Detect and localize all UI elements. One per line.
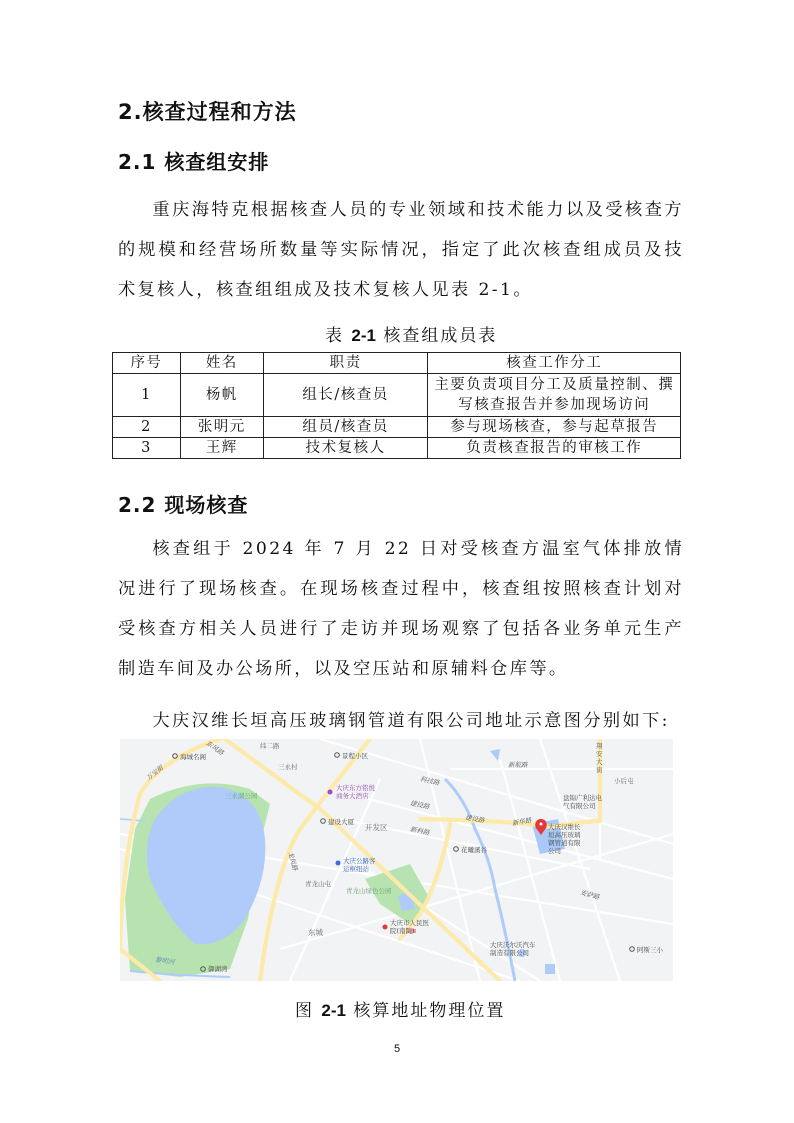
map-label-road: 安萨路 — [579, 888, 601, 902]
cell-index: 1 — [113, 374, 181, 417]
cell-name: 王辉 — [180, 438, 263, 459]
figure-caption — [295, 996, 505, 1021]
header-index: 序号 — [113, 353, 181, 374]
table-row — [113, 438, 681, 459]
map-label-road: 科技路 — [419, 775, 441, 787]
location-map — [120, 739, 673, 981]
map-label-hospital: 大庆市人民医院(南院) — [390, 919, 429, 935]
table-row — [113, 374, 681, 417]
map-label-park: 青龙山绿色公园 — [346, 887, 392, 895]
paragraph-text: 重庆海特克根据核查人员的专业领域和技术能力以及受核查方的规模和经营场所数量等实际情况，指定了此次核查组成员及技术复核人，核查组组成及技术复核人见表 2-1。 — [118, 200, 684, 300]
map-label-road: 龙凤路 — [286, 850, 300, 872]
map-label-river: 黎明河 — [154, 955, 175, 967]
figure-caption-text: 核算地址物理位置 — [353, 1001, 506, 1021]
figure-caption-number: 2-1 — [321, 1001, 346, 1020]
map-label-poi: 御湖湾 — [208, 965, 228, 973]
map-label-road: 东风路 — [204, 739, 226, 757]
header-role: 职责 — [263, 353, 428, 374]
map-label-area: 三永村 — [278, 763, 298, 771]
page-number: 5 — [393, 1043, 401, 1055]
map-label-company: 大庆沃尔沃汽车制造有限公司 — [490, 941, 536, 957]
map-label-poi: 阿斯三小 — [637, 946, 663, 954]
map-label-road: 翔安大街 — [596, 742, 603, 774]
section-title: 2.核查过程和方法 — [118, 100, 297, 124]
map-label-road: 万宝街 — [144, 763, 165, 783]
cell-index: 2 — [113, 417, 181, 438]
map-label-hotel: 大庆东方铭悦商务大酒店 — [336, 784, 375, 800]
table-caption-prefix: 表 — [325, 326, 344, 346]
figure-caption-prefix: 图 — [295, 1001, 314, 1021]
cell-name: 张明元 — [180, 417, 263, 438]
map-label-company: 盘锦广利达电气有限公司 — [563, 794, 602, 810]
table-caption-text: 核查组成员表 — [383, 326, 498, 346]
cell-duty: 负责核查报告的审核工作 — [428, 438, 681, 459]
map-intro-text: 大庆汉维长垣高压玻璃钢管道有限公司地址示意图分别如下: — [152, 711, 670, 731]
map-label-poi: 花曦溪谷 — [461, 846, 487, 854]
cell-duty: 主要负责项目分工及质量控制、撰写核查报告并参加现场访问 — [428, 374, 681, 417]
map-label-bus-station: 大庆公路客运枢纽站 — [343, 857, 376, 873]
map-label-road: 纬二路 — [260, 742, 280, 750]
table-caption-number: 2-1 — [351, 326, 376, 345]
map-label-park: 三永湖公园 — [225, 792, 258, 800]
header-duty: 核查工作分工 — [428, 353, 681, 374]
map-label-road: 新航路 — [508, 761, 528, 769]
map-label-area: 东城 — [308, 928, 323, 937]
team-arrangement-paragraph — [118, 190, 684, 310]
table-row — [113, 417, 681, 438]
map-label-road: 建设路 — [464, 813, 486, 825]
map-label-target-company: 大庆汉维长垣高压玻璃钢管道有限公司 — [548, 823, 581, 855]
map-label-road: 新华路 — [511, 816, 533, 828]
table-caption — [325, 321, 497, 346]
subsection-title-2-1: 2.1 核查组安排 — [118, 150, 270, 174]
team-members-table — [112, 352, 681, 459]
cell-role: 组员/核查员 — [263, 417, 428, 438]
paragraph-text: 核查组于 2024 年 7 月 22 日对受核查方温室气体排放情况进行了现场核查。在现场核查过程中，核查组按照核查计划对受核查方相关人员进行了走访并现场观察了包括各业务单元生产制造车间及办公场所，以及空压站和原辅料仓库等。 — [118, 539, 684, 679]
map-label-area: 青龙山屯 — [305, 880, 331, 888]
cell-duty: 参与现场核查，参与起草报告 — [428, 417, 681, 438]
map-label-area: 开发区 — [365, 823, 388, 832]
subsection-title-2-2: 2.2 现场核查 — [118, 493, 249, 517]
cell-role: 技术复核人 — [263, 438, 428, 459]
header-name: 姓名 — [180, 353, 263, 374]
table-header-row — [113, 353, 681, 374]
map-label-road: 建设路 — [409, 799, 431, 811]
site-inspection-paragraph — [118, 529, 684, 741]
map-label-poi: 建设大厦 — [328, 818, 354, 826]
map-label-poi: 景程小区 — [342, 752, 368, 760]
map-label-poi: 海城名阁 — [180, 753, 206, 761]
cell-role: 组长/核查员 — [263, 374, 428, 417]
map-label-area: 小后屯 — [614, 777, 634, 785]
map-label-road: 新科路 — [409, 825, 431, 837]
cell-index: 3 — [113, 438, 181, 459]
cell-name: 杨帆 — [180, 374, 263, 417]
map-graphics — [120, 739, 673, 981]
